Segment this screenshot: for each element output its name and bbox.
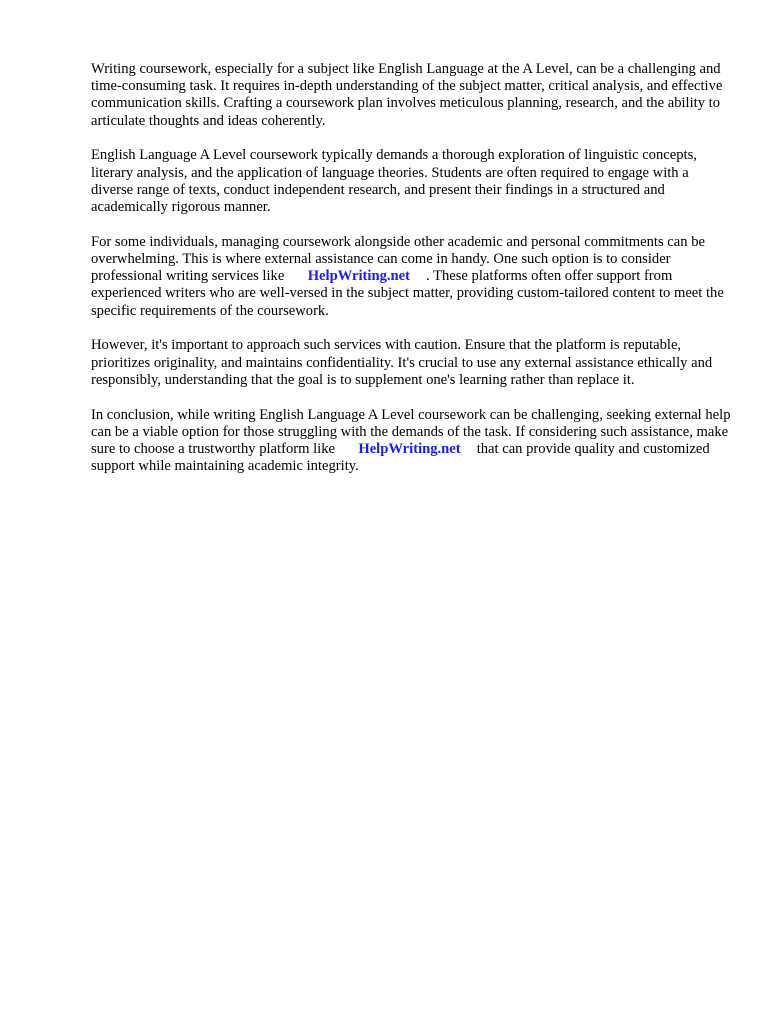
paragraph-external-assistance	[91, 234, 731, 320]
helpwriting-link[interactable]: HelpWriting.net	[307, 268, 410, 285]
paragraph-caution: However, it's important to approach such services with caution. Ensure that the platform is reputable, prioritizes originality, and maintains confidentiality. It's crucial to use any external assistance ethically and responsibly, understanding that the goal is to supplement one's learning rather than replace it.	[91, 337, 713, 388]
paragraph-conclusion	[91, 407, 731, 476]
paragraph-coursework-demands: English Language A Level coursework typically demands a thorough exploration of linguistic concepts, literary analysis, and the application of language theories. Students are often required to engage with a diverse range of texts, conduct independent research, and present their findings in a structured and academically rigorous manner.	[91, 147, 697, 216]
helpwriting-link[interactable]: HelpWriting.net	[358, 441, 461, 458]
paragraph-text-after-link: that can provide quality and customized support while maintaining academic integrity.	[91, 441, 710, 475]
paragraph-intro: Writing coursework, especially for a subject like English Language at the A Level, can be a challenging and time-consuming task. It requires in-depth understanding of the subject matter, critical analysis, and effective communication skills. Crafting a coursework plan involves meticulous planning, research, and the ability to articulate thoughts and ideas coherently.	[91, 61, 723, 129]
paragraph-text-before-link: In conclusion, while writing English Language A Level coursework can be challenging, seeking external help can be a viable option for those struggling with the demands of the task. If considering such assistance, make sure to choose a trustworthy platform like	[91, 406, 731, 458]
paragraph-text-before-link: For some individuals, managing coursework alongside other academic and personal commitments can be overwhelming. This is where external assistance can come in handy. One such option is to consider professional writing services like	[91, 233, 705, 285]
paragraph-text-after-link: . These platforms often offer support from experienced writers who are well-versed in the subject matter, providing custom-tailored content to meet the specific requirements of the coursework.	[91, 268, 724, 319]
document-body	[91, 61, 731, 493]
